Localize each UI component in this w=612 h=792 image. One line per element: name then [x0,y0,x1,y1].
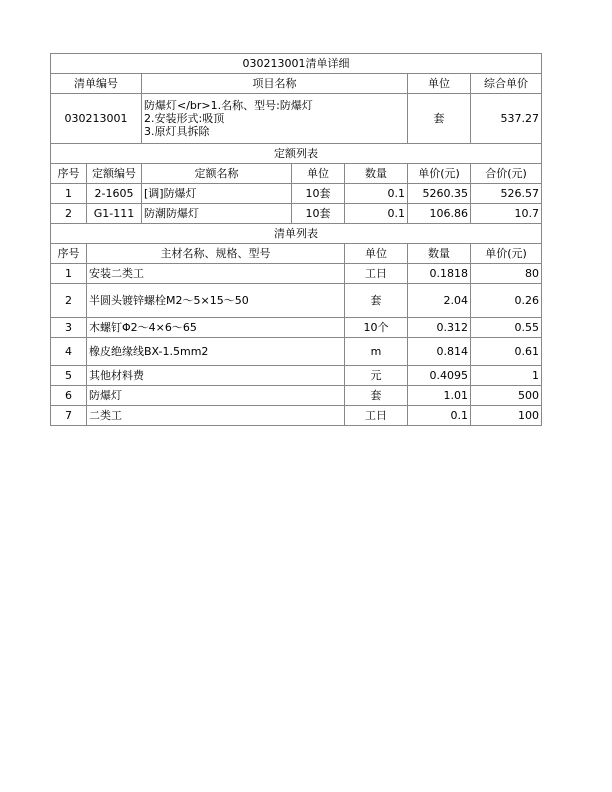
material-cell-unit-price: 0.61 [471,338,542,366]
material-cell-unit-price: 500 [471,386,542,406]
material-cell-unit: m [345,338,408,366]
materials-header-row [51,244,542,264]
material-cell-qty: 1.01 [408,386,471,406]
material-cell-unit: 套 [345,386,408,406]
material-cell-name: 防爆灯 [87,386,345,406]
material-row [51,366,542,386]
quota-cell: 2-1605 [87,184,142,204]
quota-cell: 1 [51,184,87,204]
quota-header-cell: 单价(元) [408,164,471,184]
quota-section-title-row [51,144,542,164]
table-title-row [51,54,542,74]
bill-code: 030213001 [51,94,142,144]
material-cell-index: 6 [51,386,87,406]
material-cell-index: 4 [51,338,87,366]
materials-section-title-row [51,224,542,244]
quota-cell: 10.7 [471,204,542,224]
bill-row [51,94,542,144]
quota-header-row [51,164,542,184]
quota-cell: 5260.35 [408,184,471,204]
material-cell-name: 安装二类工 [87,264,345,284]
material-cell-unit: 10个 [345,318,408,338]
material-cell-qty: 0.814 [408,338,471,366]
header-unit-price: 综合单价 [471,74,542,94]
bill-description-line: 2.安装形式:吸顶 [144,112,225,125]
bill-description-line: 防爆灯</br>1.名称、型号:防爆灯 [144,99,313,112]
material-row [51,284,542,318]
material-cell-unit: 套 [345,284,408,318]
table-title: 030213001清单详细 [51,54,542,74]
material-row [51,318,542,338]
materials-header-cell: 单位 [345,244,408,264]
quota-row [51,184,542,204]
quota-cell: 106.86 [408,204,471,224]
material-row [51,386,542,406]
material-cell-name: 橡皮绝缘线BX-1.5mm2 [87,338,345,366]
material-cell-name: 半圆头镀锌螺栓M2～5×15～50 [87,284,345,318]
quota-cell: 0.1 [345,184,408,204]
quota-header-cell: 序号 [51,164,87,184]
material-cell-index: 1 [51,264,87,284]
bill-price: 537.27 [471,94,542,144]
materials-header-cell: 数量 [408,244,471,264]
material-cell-unit-price: 1 [471,366,542,386]
quota-cell: 10套 [292,184,345,204]
bill-description [142,94,408,144]
material-cell-qty: 0.1818 [408,264,471,284]
bill-unit: 套 [408,94,471,144]
material-cell-name: 木螺钉Φ2～4×6～65 [87,318,345,338]
quota-header-cell: 合价(元) [471,164,542,184]
material-cell-unit: 工日 [345,406,408,426]
material-cell-name: 其他材料费 [87,366,345,386]
quota-cell: 防潮防爆灯 [142,204,292,224]
header-item-name: 项目名称 [142,74,408,94]
materials-header-cell: 序号 [51,244,87,264]
quota-cell: 10套 [292,204,345,224]
material-cell-unit-price: 0.26 [471,284,542,318]
material-cell-unit-price: 80 [471,264,542,284]
materials-section-title: 清单列表 [51,224,542,244]
material-cell-qty: 0.4095 [408,366,471,386]
quota-cell: 526.57 [471,184,542,204]
quota-header-cell: 定额编号 [87,164,142,184]
material-row [51,264,542,284]
quota-header-cell: 数量 [345,164,408,184]
bill-header-row [51,74,542,94]
materials-header-cell: 主材名称、规格、型号 [87,244,345,264]
material-cell-unit: 工日 [345,264,408,284]
header-bill-code: 清单编号 [51,74,142,94]
quota-section-title: 定额列表 [51,144,542,164]
material-cell-name: 二类工 [87,406,345,426]
material-cell-index: 5 [51,366,87,386]
bill-description-line: 3.原灯具拆除 [144,125,210,138]
material-cell-index: 2 [51,284,87,318]
material-row [51,338,542,366]
material-row [51,406,542,426]
materials-header-cell: 单价(元) [471,244,542,264]
material-cell-index: 3 [51,318,87,338]
quota-header-cell: 定额名称 [142,164,292,184]
material-cell-qty: 0.312 [408,318,471,338]
quota-header-cell: 单位 [292,164,345,184]
material-cell-unit: 元 [345,366,408,386]
quota-row [51,204,542,224]
material-cell-qty: 2.04 [408,284,471,318]
quota-cell: 2 [51,204,87,224]
material-cell-unit-price: 100 [471,406,542,426]
material-cell-index: 7 [51,406,87,426]
bill-detail-table [50,53,542,426]
quota-cell: G1-111 [87,204,142,224]
header-unit: 单位 [408,74,471,94]
material-cell-unit-price: 0.55 [471,318,542,338]
material-cell-qty: 0.1 [408,406,471,426]
quota-cell: 0.1 [345,204,408,224]
quota-cell: [调]防爆灯 [142,184,292,204]
